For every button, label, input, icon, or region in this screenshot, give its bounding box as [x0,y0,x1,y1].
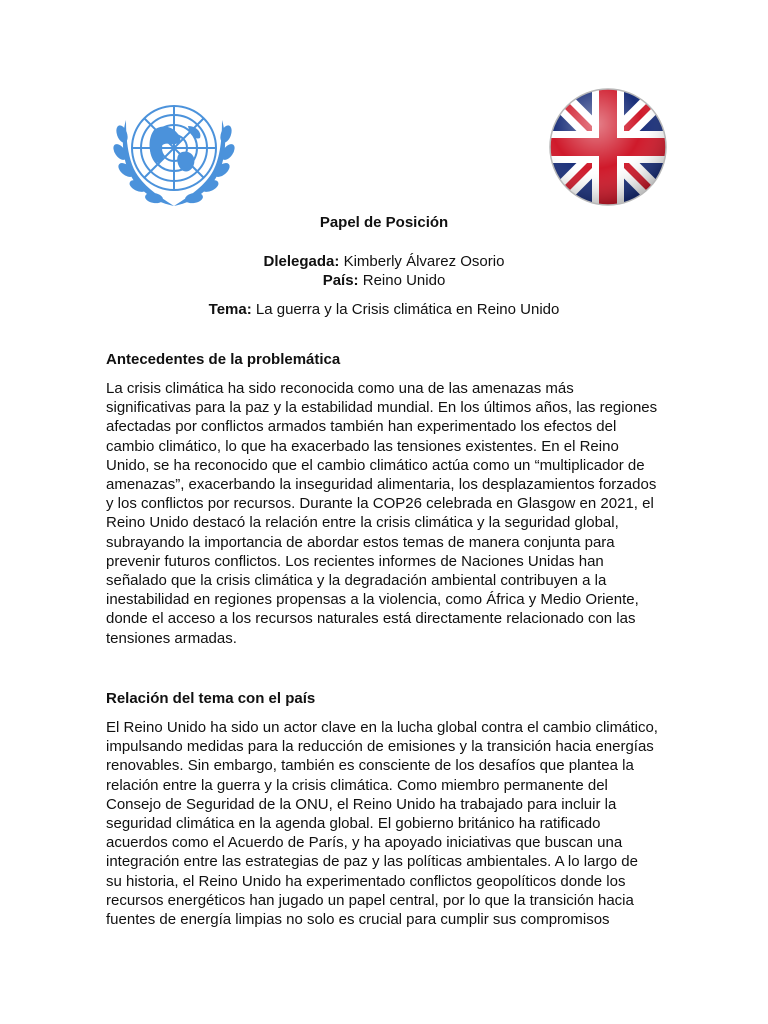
body-line: su historia, el Reino Unido ha experimentado conflictos geopolíticos donde los [106,872,626,890]
country-label: País: [322,272,359,289]
delegate-line [0,253,768,270]
body-line: amenazas”, exacerbando la inseguridad alimentaria, los desplazamientos forzados [106,476,657,494]
body-line: significativas para la paz y la estabilidad mundial. En los últimos años, las regiones [106,399,658,417]
body-line: cambio climático, lo que ha exacerbado las tensiones existentes. En el Reino [106,437,619,455]
topic-value: La guerra y la Crisis climática en Reino Unido [255,301,560,318]
body-line: acuerdos como el Acuerdo de París, y ha apoyado iniciativas que buscan una [106,834,623,852]
country-line [0,272,768,289]
uk-flag-icon [546,85,670,209]
country-value: Reino Unido [362,272,446,289]
body-line: Consejo de Seguridad de la ONU, el Reino Unido ha trabajado para incluir la [106,795,617,813]
body-line: fuentes de energía limpias no solo es crucial para cumplir sus compromisos [106,911,610,929]
body-line: La crisis climática ha sido reconocida como una de las amenazas más [106,380,574,397]
body-line: integración entre las estrategias de paz y las políticas ambientales. A lo largo de [106,853,638,871]
un-emblem-icon [104,90,244,214]
section-body-background [106,379,666,648]
body-line: Unido, se ha reconocido que el cambio climático actúa como un “multiplicador de [106,456,645,474]
topic-line [0,301,768,318]
section-body-country-relation [106,718,666,929]
body-line: donde el acceso a los recursos naturales está directamente relacionado con las [106,610,636,628]
body-line: y los conflictos por recursos. Durante la COP26 celebrada en Glasgow en 2021, el [106,495,654,513]
body-line: recursos energéticos han jugado un papel central, por lo que la transición hacia [106,891,634,909]
delegate-value: Kimberly Álvarez Osorio [343,253,505,270]
body-line: prevenir futuros conflictos. Los recientes informes de Naciones Unidas han [106,552,604,570]
body-line: relación entre la guerra y la crisis climática. Como miembro permanente del [106,776,608,794]
body-line: seguridad climática en la agenda global. El gobierno británico ha ratificado [106,815,601,833]
body-line: renovables. Sin embargo, también es consciente de los desafíos que plantea la [106,757,634,775]
delegate-label: Dlelegada: [263,253,340,270]
body-line: tensiones armadas. [106,629,237,647]
body-line: inestabilidad en regiones propensas a la violencia, como África y Medio Oriente, [106,591,639,609]
topic-label: Tema: [208,301,252,318]
page-title: Papel de Posición [319,214,449,231]
section-heading-background: Antecedentes de la problemática [106,351,341,368]
body-line: subrayando la importancia de abordar estos temas de manera conjunta para [106,533,615,551]
body-line: afectadas por conflictos armados también han experimentado los efectos del [106,418,617,436]
body-line: impulsando medidas para la reducción de emisiones y la transición hacia energías [106,738,654,756]
body-line: señalado que la crisis climática y la degradación ambiental contribuyen a la [106,572,607,590]
section-heading-country-relation: Relación del tema con el país [106,690,316,707]
body-line: Reino Unido destacó la relación entre la crisis climática y la seguridad global, [106,514,619,532]
body-line: El Reino Unido ha sido un actor clave en la lucha global contra el cambio climático, [106,719,658,736]
